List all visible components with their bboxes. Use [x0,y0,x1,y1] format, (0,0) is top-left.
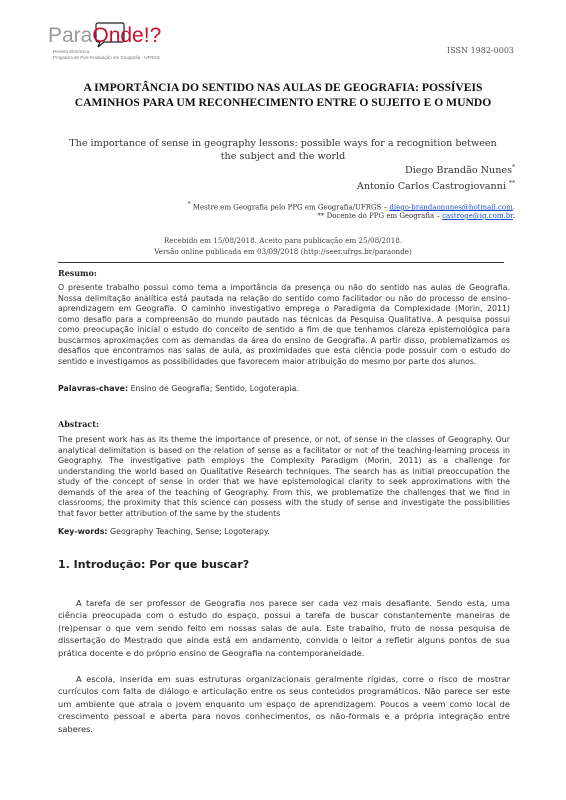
received-date: Recebido em 15/08/2018. Aceito para publicação em 25/08/2018. [163,236,403,245]
note-1-text: Mestre em Geografia pelo PPG em Geografia/UFRGS – [190,203,390,212]
note-1-end: . [512,203,515,212]
issn: ISSN 1982-0003 [447,46,514,55]
resumo-heading: Resumo: [58,268,97,278]
divider [58,262,504,263]
abstract-keywords-label: Key-words: [58,527,108,536]
logo-subtitle: Revista Eletrônica [53,49,90,54]
resumo-keywords [58,384,299,393]
note-1-mark: * [187,201,191,208]
author-2-name: Antonio Carlos Castrogiovanni [356,181,506,193]
note-2-text: ** Docente do PPG em Geografia – [317,212,443,220]
abstract-heading: Abstract: [58,419,99,429]
journal-logo [48,20,188,70]
logo-program: Programa de Pós-Graduação em Geografia · UFRGS [53,55,161,60]
author-1-name: Diego Brandão Nunes [405,165,512,177]
author-1-email-link[interactable]: diego-brandaonunes@hotmail.com [389,203,513,212]
logo-wordmark [48,24,161,48]
section-1-heading: 1. Introdução: Por que buscar? [58,558,250,571]
author-note-1 [188,201,515,211]
section-1-paragraph-1: A tarefa de ser professor de Geografia nos parece ser cada vez mais desafiante. Sendo esta, uma ciência preocupada com o estudo do espaço, possui a tarefa de buscar constantemente maneiras de (re)pensar o que vem sendo feito em nossas salas de aula. Este trabalho, fruto de nossa pesquisa de dissertação do Mestrado que ainda está em andamento, convida o leitor a refletir alguns pontos de sua prática docente e do próprio ensino de Geografia na contemporaneidade. [58,598,510,658]
resumo-keywords-label: Palavras-chave: [58,384,129,393]
author-2 [357,180,515,192]
resumo-keywords-values: Ensino de Geografia; Sentido, Logoterapia. [128,384,299,393]
resumo-text: O presente trabalho possui como tema a importância da presença ou não do sentido nas aulas de Geografia. Nossa delimitação analítica está pautada na relação do sentido como facilitador ou não do processo de ensino-aprendizagem em Geografia. O caminho investigativo emprega o Paradigma da Complexidade (Morin, 2011) como desafio para a compreensão do mundo pautado nas técnicas da Pesquisa Qualitativa. A pesquisa possui como preocupação inicial o estudo do conceito de sentido a fim de que tenhamos clareza epistemológica para buscarmos aproximações com as demandas da área do ensino de Geografia. A partir disso, problematizamos os desafios que encontramos nas salas de aula, as proximidades que esta ciência pode possuir com o estudo do sentido e investigamos as possibilidades que favorecem maior atribuição do mesmo por parte dos alunos. [58,283,510,366]
abstract-keywords [58,527,270,536]
section-1-paragraph-2: A escola, inserida em suas estruturas organizacionais geralmente rígidas, corre o risco de mostrar currículos com falta de diálogo e articulação entre os seus conteúdos programáticos. Não parece ser este um ambiente que atraia o jovem enquanto um espaço de aprendizagem. Poucos a veem como local de crescimento pessoal e aberta para novos conhecimentos, os não-formais e a própria integração entre saberes. [58,674,510,734]
author-1 [405,164,515,176]
author-2-email-link[interactable]: castroge@ig.com.br [442,212,513,220]
author-note-2 [317,212,515,220]
logo-para: Para [48,24,93,47]
author-1-mark: * [512,164,515,171]
logo-onde: Onde!? [92,24,162,47]
author-2-mark: ** [509,180,515,187]
abstract-keywords-values: Geography Teaching, Sense; Logoterapy. [107,527,270,536]
online-version: Versão online publicada em 03/09/2018 (http://seer.ufrgs.br/paraonde) [154,247,412,256]
article-title: A IMPORTÂNCIA DO SENTIDO NAS AULAS DE GEOGRAFIA: POSSÍVEIS CAMINHOS PARA UM RECONHECIMENTO ENTRE O SUJEITO E O MUNDO [74,81,492,109]
article-subtitle: The importance of sense in geography lessons: possible ways for a recognition between the subject and the world [69,138,497,162]
abstract-text: The present work has as its theme the importance of presence, or not, of sense in the classes of Geography. Our analytical delimitation is based on the relation of sense as a facilitator or not of the teaching-learning process in Geography. The investigative path employs the Complexity Paradigm (Morin, 2011) as a challenge for understanding the world based on Qualitative Research techniques. The search has as initial preoccupation the study of the concept of sense in order that we have epistemological clarity to seek approximations with the demands of the area of the teaching of Geography. From this, we problematize the challenges that we find in classrooms, the proximity that this science can possess with the study of sense and investigate the possibilities that favor better attribution of the same by the students [58,435,510,518]
note-2-end: . [512,212,515,220]
